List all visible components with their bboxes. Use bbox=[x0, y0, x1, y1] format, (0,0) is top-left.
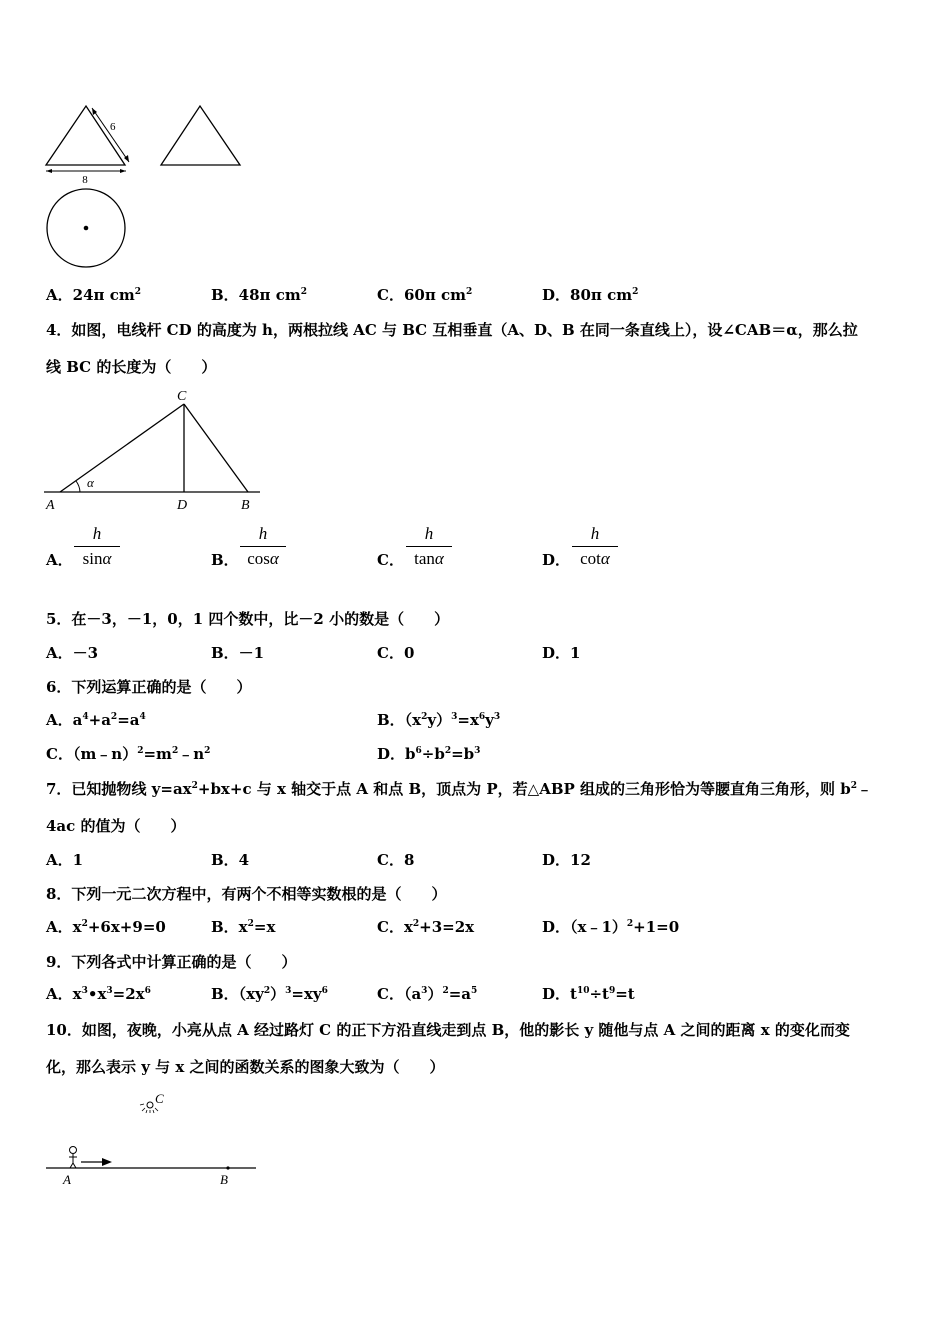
q7-option-d[interactable]: D．12 bbox=[542, 851, 591, 869]
q4-option-c-fraction[interactable]: h tanα bbox=[406, 523, 452, 570]
q3-option-d[interactable]: D．80π $cm^2$ bbox=[542, 286, 639, 304]
q4-option-c-letter[interactable]: C． bbox=[377, 551, 404, 569]
label-b: B bbox=[241, 498, 250, 513]
q8-option-a[interactable]: A．$x^2+6x+9=0$ bbox=[46, 918, 166, 936]
slant-dimension-arrow bbox=[92, 108, 129, 162]
q8-stem: 8．下列一元二次方程中，有两个不相等实数根的是（ ） bbox=[46, 885, 447, 903]
walking-arrow bbox=[81, 1158, 112, 1166]
q9-option-a[interactable]: A．$x^3•x^3=2x^6$ bbox=[46, 985, 151, 1003]
pole-figure bbox=[44, 385, 264, 515]
side-view-triangle bbox=[161, 106, 240, 165]
q5-option-a[interactable]: A．－3 bbox=[46, 644, 99, 662]
slant-label: 6 bbox=[110, 121, 116, 133]
q7-option-c[interactable]: C．8 bbox=[377, 851, 415, 869]
q5-option-c[interactable]: C．0 bbox=[377, 644, 415, 662]
q8-option-c[interactable]: C．$x^2+3=2x$ bbox=[377, 918, 475, 936]
q10-stem-line2: 化，那么表示 y 与 x 之间的函数关系的图象大致为（ ） bbox=[46, 1058, 445, 1076]
label-alpha: α bbox=[87, 475, 94, 490]
q7-option-b[interactable]: B．4 bbox=[211, 851, 250, 869]
q3-option-c[interactable]: C．60π $cm^2$ bbox=[377, 286, 473, 304]
label-c: C bbox=[177, 389, 187, 404]
angle-arc bbox=[76, 481, 80, 492]
base-dimension-arrow bbox=[46, 169, 126, 173]
q7-stem-line1: 7．已知抛物线 $y=ax^2+bx+c$ 与 x 轴交于点 A 和点 B，顶点为 P，若△ABP 组成的三角形恰为等腰直角三角形，则 $b^2﹣$ bbox=[46, 780, 873, 798]
q9-option-d[interactable]: D．$t^{10}\div t^9=t$ bbox=[542, 985, 635, 1003]
person-icon bbox=[69, 1147, 77, 1169]
q4-stem-line1: 4．如图，电线杆 CD 的高度为 h，两根拉线 AC 与 BC 互相垂直（A、D、B 在同一条直线上），设∠CAB＝α，那么拉 bbox=[46, 321, 858, 339]
label-b: B bbox=[220, 1172, 228, 1187]
q7-stem-line2: 4ac 的值为（ ） bbox=[46, 817, 186, 835]
q6-option-d[interactable]: D．$b^6\div b^2=b^3$ bbox=[377, 745, 481, 763]
point-b-marker bbox=[226, 1166, 229, 1169]
label-a: A bbox=[63, 1172, 71, 1187]
q4-stem-line2: 线 BC 的长度为（ ） bbox=[46, 358, 217, 376]
label-d: D bbox=[177, 498, 188, 513]
q6-option-b[interactable]: B．$(x^2y)^3=x^6y^3$ bbox=[377, 711, 501, 729]
q4-option-a-fraction[interactable]: h sinα bbox=[74, 523, 120, 570]
q6-option-a[interactable]: A．$a^4+a^2=a^4$ bbox=[46, 711, 146, 729]
q7-option-a[interactable]: A．1 bbox=[46, 851, 84, 869]
q4-option-b-letter[interactable]: B． bbox=[211, 551, 239, 569]
q5-stem: 5．在－3，－1，0，1 四个数中，比－2 小的数是（ ） bbox=[46, 610, 450, 628]
wire-bc bbox=[184, 404, 248, 492]
front-view-triangle bbox=[46, 106, 125, 165]
q4-option-b-fraction[interactable]: h cosα bbox=[240, 523, 286, 570]
label-c: C bbox=[155, 1091, 164, 1106]
streetlight-figure bbox=[44, 1088, 259, 1188]
base-label: 8 bbox=[82, 174, 88, 186]
q3-option-b[interactable]: B．48π $cm^2$ bbox=[211, 286, 308, 304]
q9-stem: 9．下列各式中计算正确的是（ ） bbox=[46, 953, 297, 971]
q8-option-d[interactable]: D．（x﹣1）$^2$+1=0 bbox=[542, 918, 680, 936]
q9-option-c[interactable]: C．$(a^3)^2=a^5$ bbox=[377, 985, 478, 1003]
q5-option-b[interactable]: B．－1 bbox=[211, 644, 265, 662]
wire-ac bbox=[60, 404, 184, 492]
three-view-figure bbox=[40, 100, 250, 270]
label-a: A bbox=[46, 498, 55, 513]
q3-option-a[interactable]: A．24π $cm^2$ bbox=[46, 286, 141, 304]
q10-stem-line1: 10．如图，夜晚，小亮从点 A 经过路灯 C 的正下方沿直线走到点 B，他的影长 y 随他与点 A 之间的距离 x 的变化而变 bbox=[46, 1021, 850, 1039]
q6-stem: 6．下列运算正确的是（ ） bbox=[46, 678, 252, 696]
q4-option-d-letter[interactable]: D． bbox=[542, 551, 571, 569]
q6-option-c[interactable]: C．$(m﹣n)^2=m^2﹣n^2$ bbox=[46, 745, 211, 763]
q9-option-b[interactable]: B．$(xy^2)^3=xy^6$ bbox=[211, 985, 328, 1003]
q4-option-a-letter[interactable]: A． bbox=[46, 551, 73, 569]
q5-option-d[interactable]: D．1 bbox=[542, 644, 581, 662]
q4-option-d-fraction[interactable]: h cotα bbox=[572, 523, 618, 570]
q8-option-b[interactable]: B．$x^2=x$ bbox=[211, 918, 276, 936]
top-view-circle bbox=[47, 189, 125, 267]
